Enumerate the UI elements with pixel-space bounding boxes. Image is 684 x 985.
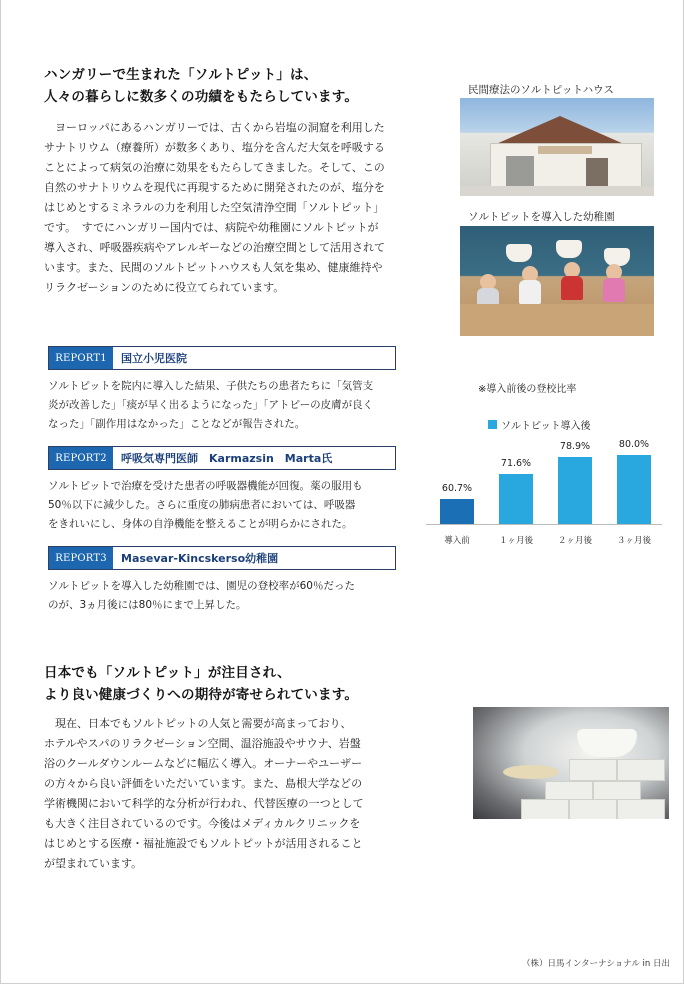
chart-baseline: [426, 524, 662, 525]
child-body-shape: [519, 280, 541, 304]
salt-house-photo: [460, 98, 654, 196]
section2-heading-line-1: 日本でも「ソルトピット」が注目され、: [44, 665, 291, 681]
chart-bar-value-label: 78.9%: [559, 441, 591, 453]
salt-block-shape: [569, 759, 617, 781]
section1-heading-line-2: 人々の暮らしに数多くの功績をもたらしています。: [44, 89, 359, 105]
section2-body: 現在、日本でもソルトピットの人気と需要が高まっており、 ホテルやスパのリラクゼーション空間、温浴施設やサウナ、岩盤 浴のクールダウンルームなどに幅広く導入。オーナーやユーザー の方々から良い評価をいただいています。また、島根大学などの 学術機関において科学的な分析が行われ、代替医療の一つとして も大きく注目されているのです。今後はメディカルクリニックを はじめとする医療・福祉施設でもソルトピットが活用されること が望まれています。: [44, 717, 364, 870]
salt-block-shape: [617, 759, 665, 781]
chart-category-label: ２ヶ月後: [557, 536, 592, 546]
chart-bar: [558, 457, 592, 524]
salt-block-shape: [569, 799, 617, 819]
report1-text: ソルトピットを院内に導入した結果、子供たちの患者たちに「気管支 炎が改善した」「痰が早く出るようになった」「アトピーの皮膚が良く なった」「副作用はなかった」ことなどが報告された。: [48, 380, 374, 430]
chart-bar: [617, 455, 651, 524]
report2-label: REPORT2: [49, 447, 113, 469]
house-sign-shape: [538, 146, 592, 154]
legend-swatch: [488, 420, 497, 429]
report2-text: ソルトピットで治療を受けた患者の呼吸器機能が回復。薬の服用も 50％以下に減少した。さらに重度の肺病患者においては、呼吸器 をきれいにし、身体の自浄機能を整えることが明らかにされた。: [48, 480, 363, 530]
salt-room-photo: [473, 707, 669, 819]
chart-category-label: １ヶ月後: [498, 536, 533, 546]
house-garage-shape: [506, 156, 534, 188]
report2-header: [48, 446, 396, 470]
salt-block-shape: [521, 799, 569, 819]
section1-heading-line-1: ハンガリーで生まれた「ソルトピット」は、: [44, 67, 318, 83]
report1-header: [48, 346, 396, 370]
salt-block-shape: [617, 799, 665, 819]
chart-category-label: ３ヶ月後: [616, 536, 651, 546]
chart-bar-value-label: 60.7%: [441, 483, 473, 495]
house-ground-shape: [460, 186, 654, 196]
report1-label: REPORT1: [49, 347, 113, 369]
section2-heading: [44, 662, 358, 706]
legend-label: ソルトピット導入後: [501, 421, 591, 432]
report3-label: REPORT3: [49, 547, 113, 569]
salt-bowl-shape: [577, 729, 637, 757]
section1-heading: [44, 64, 358, 108]
chart-bar-value-label: 71.6%: [500, 458, 532, 470]
footer-credit: （株）日馬インターナショナル in 日出: [521, 959, 670, 969]
report3-text: ソルトピットを導入した幼稚園では、園児の登校率が60％だった のが、3ヵ月後には80％にまで上昇した。: [48, 580, 355, 611]
attendance-bar-chart: [420, 380, 670, 550]
house-photo-caption: 民間療法のソルトピットハウス: [468, 84, 614, 96]
report2-title: 呼吸気専門医師 Karmazsin Marta氏: [121, 452, 333, 465]
chart-bar-value-label: 80.0%: [618, 438, 650, 450]
child-body-shape: [603, 278, 625, 302]
kindergarten-photo-caption: ソルトピットを導入した幼稚園: [468, 211, 615, 223]
chart-bar: [499, 474, 533, 524]
chart-category-label: 導入前: [444, 536, 470, 546]
chart-title: ※導入前後の登校比率: [478, 384, 577, 395]
salt-lamp-shape: [506, 244, 532, 262]
chart-legend: [488, 417, 591, 432]
salt-dish-shape: [503, 765, 559, 779]
report3-title: Masevar-Kincskerso幼稚園: [121, 552, 279, 565]
house-door-shape: [586, 158, 608, 188]
table-shape: [460, 304, 654, 336]
salt-lamp-shape: [604, 248, 630, 266]
section1-body: ヨーロッパにあるハンガリーでは、古くから岩塩の洞窟を利用した サナトリウム（療養所）が数多くあり、塩分を含んだ大気を呼吸する ことによって病気の治療に効果をもたらしてきました。そして、この 自然のサナトリウムを現代に再現するために開発されたのが、塩分を はじめとするミネラルの力を利用した空気清浄空間「ソルトピット」 です。 すでにハンガリー国内では、病院や幼稚園にソルトピットが 導入され、呼吸器疾病やアレルギーなどの治療空間として活用されて います。また、民間のソルトピットハウスも人気を集め、健康維持や リラクゼーションのために役立てられています。: [44, 121, 385, 294]
child-body-shape: [561, 276, 583, 300]
kindergarten-photo: [460, 226, 654, 336]
section2-heading-line-2: より良い健康づくりへの期待が寄せられています。: [44, 687, 359, 703]
salt-lamp-shape: [556, 240, 582, 258]
chart-bar: [440, 499, 474, 524]
report1-title: 国立小児医院: [121, 352, 187, 365]
house-roof-shape: [480, 116, 640, 144]
report3-header: [48, 546, 396, 570]
